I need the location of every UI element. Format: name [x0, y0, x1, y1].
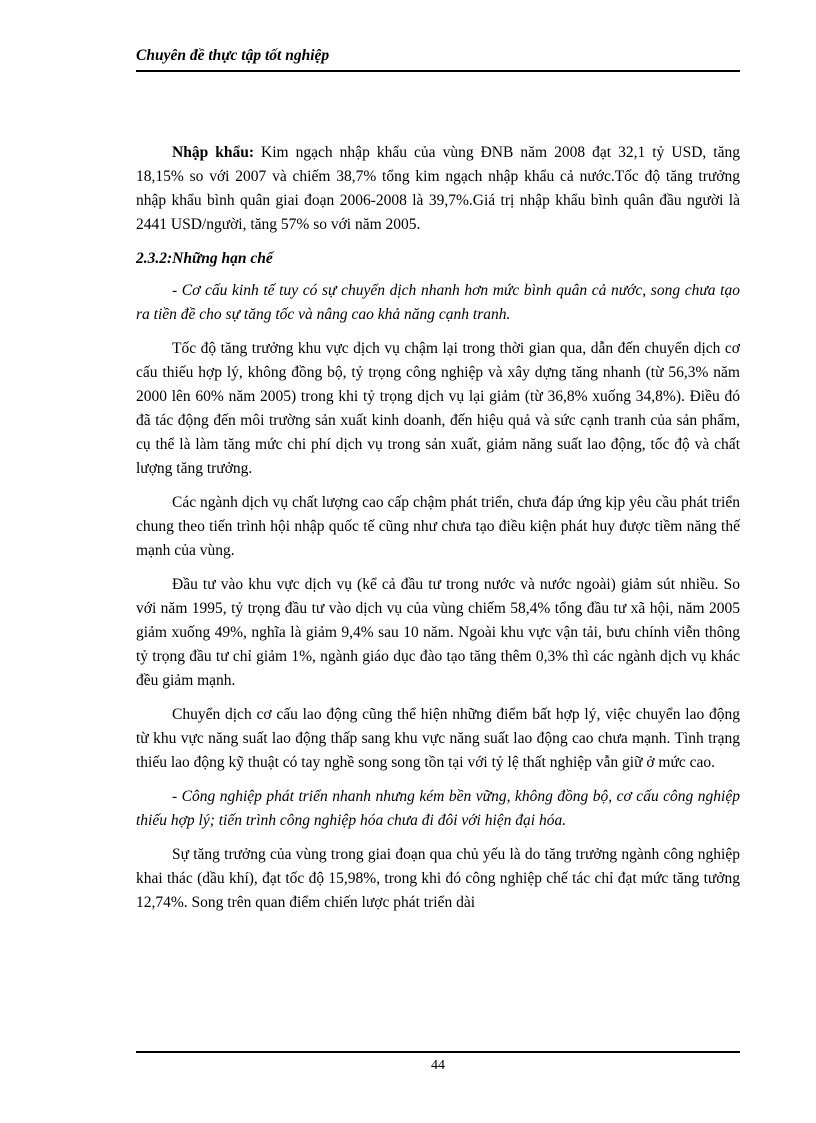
paragraph-service-growth: Tốc độ tăng trưởng khu vực dịch vụ chậm lại trong thời gian qua, dẫn đến chuyển dịch cơ cấu thiếu hợp lý, không đồng bộ, tỷ trọng công nghiệp và xây dựng tăng nhanh (từ 56,3% năm 2000 lên 60% năm 2005) trong khi tỷ trọng dịch vụ lại giảm (từ 36,8% xuống 34,8%). Điều đó đã tác động đến môi trường sản xuất kinh doanh, đến hiệu quả và sức cạnh tranh của sản phẩm, cụ thể là làm tăng mức chi phí dịch vụ trong sản xuất, giảm năng suất lao động, tốc độ và chất lượng tăng trưởng.	[136, 340, 740, 477]
paragraph-industry-growth: Sự tăng trưởng của vùng trong giai đoạn qua chủ yếu là do tăng trưởng ngành công nghiệp khai thác (dầu khí), đạt tốc độ 15,98%, trong khi đó công nghiệp chế tác chỉ đạt mức tăng tưởng 12,74%. Song trên quan điểm chiến lược phát triển dài	[136, 846, 740, 911]
import-label: Nhập khẩu:	[172, 144, 254, 161]
paragraph-high-quality-services: Các ngành dịch vụ chất lượng cao cấp chậm phát triển, chưa đáp ứng kịp yêu cầu phát triển chung theo tiến trình hội nhập quốc tế cũng như chưa tạo điều kiện phát huy được tiềm năng thế mạnh của vùng.	[136, 494, 740, 559]
import-text: Kim ngạch nhập khẩu của vùng ĐNB năm 2008 đạt 32,1 tỷ USD, tăng 18,15% so với 2007 và chiếm 38,7% tổng kim ngạch nhập khẩu cả nước.Tốc độ tăng trưởng nhập khẩu bình quân giai đoạn 2006-2008 là 39,7%.Giá trị nhập khẩu bình quân đầu người là 2441 USD/người, tăng 57% so với năm 2005.	[136, 144, 740, 233]
paragraph-industry-note: - Công nghiệp phát triển nhanh nhưng kém bền vững, không đồng bộ, cơ cấu công nghiệp thiếu hợp lý; tiến trình công nghiệp hóa chưa đi đôi với hiện đại hóa.	[136, 788, 740, 829]
page-number: 44	[431, 1058, 445, 1073]
paragraph-labor-structure: Chuyển dịch cơ cấu lao động cũng thể hiện những điểm bất hợp lý, việc chuyển lao động từ khu vực năng suất lao động thấp sang khu vực năng suất lao động cao chưa mạnh. Tình trạng thiếu lao động kỹ thuật có tay nghề song song tồn tại với tỷ lệ thất nghiệp vẫn giữ ở mức cao.	[136, 706, 740, 771]
running-header: Chuyên đề thực tập tốt nghiệp	[136, 47, 330, 64]
paragraph-service-investment: Đầu tư vào khu vực dịch vụ (kể cả đầu tư trong nước và nước ngoài) giảm sút nhiều. So với năm 1995, tỷ trọng đầu tư vào dịch vụ của vùng chiếm 58,4% tổng đầu tư xã hội, năm 2005 giảm xuống 49%, nghĩa là giảm 9,4% sau 10 năm. Ngoài khu vực vận tải, bưu chính viễn thông tỷ trọng đầu tư chỉ giảm 1%, ngành giáo dục đào tạo tăng thêm 0,3% thì các ngành dịch vụ khác đều giảm mạnh.	[136, 576, 740, 689]
paragraph-structure-note: - Cơ cấu kinh tế tuy có sự chuyển dịch nhanh hơn mức bình quân cả nước, song chưa tạo ra tiền đề cho sự tăng tốc và nâng cao khả năng cạnh tranh.	[136, 282, 740, 323]
header-rule	[136, 70, 740, 72]
document-body	[136, 141, 740, 925]
section-heading: 2.3.2:Những hạn chế	[136, 250, 273, 267]
paragraph-import	[136, 141, 740, 237]
footer-rule	[136, 1051, 740, 1053]
